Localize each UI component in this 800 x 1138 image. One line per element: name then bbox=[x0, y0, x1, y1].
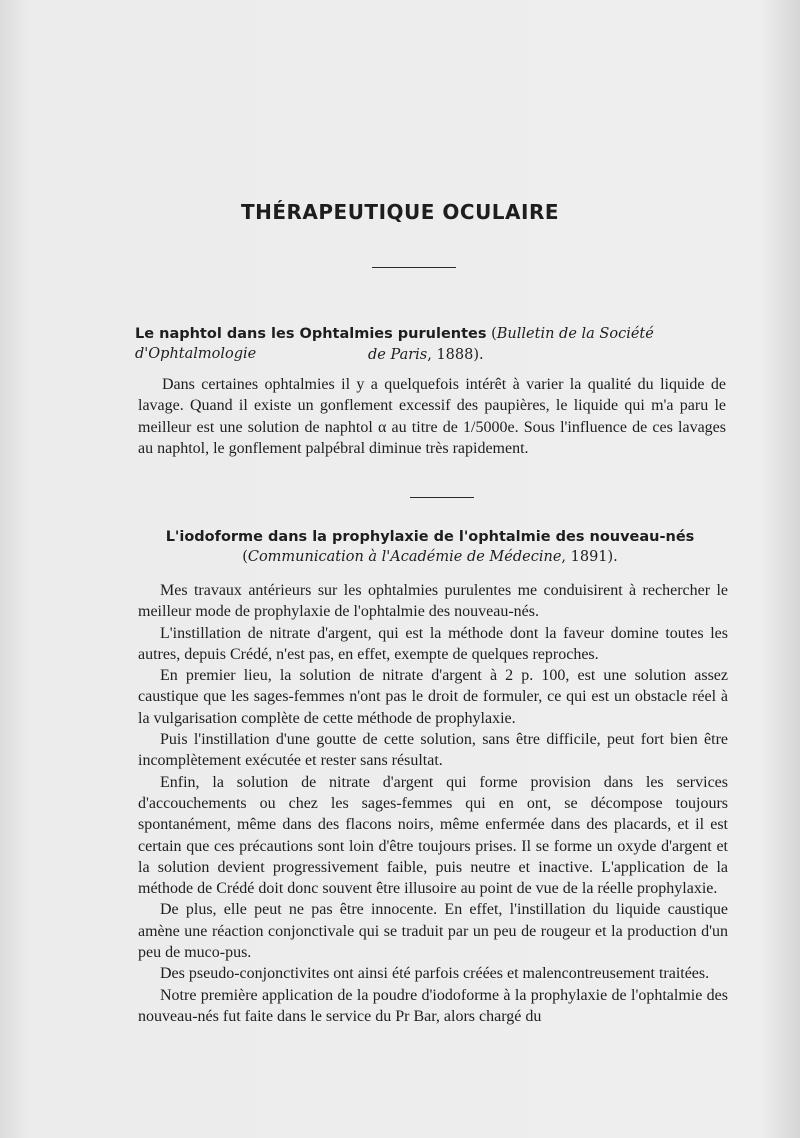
article2-heading bbox=[130, 527, 730, 547]
article2-citation-open: ( bbox=[242, 549, 248, 565]
article2-citation: Communication à l'Académie de Médecine bbox=[247, 549, 562, 565]
paragraph: De plus, elle peut ne pas être innocente. En effet, l'instillation du liquide caustique amène une réaction conjonctivale qui se traduit par un peu de rougeur et la production d'un peu de muco-pus. bbox=[138, 901, 728, 962]
article1-body bbox=[138, 374, 726, 459]
article1-journal-line2: de Paris bbox=[368, 347, 428, 363]
paragraph: Puis l'instillation d'une goutte de cette solution, sans être difficile, peut fort bien être incomplètement exécutée et rester sans résultat. bbox=[138, 731, 728, 770]
article2-citation-line bbox=[130, 547, 730, 567]
page-title: THÉRAPEUTIQUE OCULAIRE bbox=[240, 200, 560, 224]
article1-journal: Bulletin de la Société d'Ophtalmologie bbox=[135, 326, 654, 362]
paragraph: Mes travaux antérieurs sur les ophtalmies purulentes me conduisirent à rechercher le meilleur mode de prophylaxie de l'ophtalmie des nouveau-nés. bbox=[138, 582, 728, 621]
paragraph: Des pseudo-conjonctivites ont ainsi été parfois créées et malencontreusement traitées. bbox=[160, 965, 710, 983]
article2-title: L'iodoforme dans la prophylaxie de l'ophtalmie des nouveau-nés bbox=[165, 529, 695, 545]
paragraph: L'instillation de nitrate d'argent, qui est la méthode dont la faveur domine toutes les autres, depuis Crédé, n'est pas, en effet, exempte de quelques reproches. bbox=[138, 624, 728, 663]
paragraph: Enfin, la solution de nitrate d'argent qui forme provision dans les services d'accouchements ou chez les sages-femmes qui en ont, se décompose toujours spontanément, même dans des flacons noirs, même enfermée dans des placards, et il est certain que ces précautions sont loin d'être toujours prises. Il se forme un oxyde d'argent et la solution devient progressivement faible, puis neutre et inactive. L'application de la méthode de Crédé doit donc souvent être illusoire au point de vue de la réelle prophylaxie. bbox=[138, 773, 728, 898]
article2-year: , 1891). bbox=[561, 549, 618, 565]
paragraph: Notre première application de la poudre d'iodoforme à la prophylaxie de l'ophtalmie des nouveau-nés fut faite dans le service du Pr Bar, alors chargé du bbox=[138, 986, 728, 1025]
article2-body bbox=[138, 580, 728, 1027]
section-rule bbox=[410, 497, 474, 498]
article1-citation-open: ( bbox=[486, 326, 497, 342]
title-rule bbox=[372, 267, 456, 268]
article1-year: , 1888). bbox=[427, 347, 484, 363]
paragraph: Dans certaines ophtalmies il y a quelquefois intérêt à varier la qualité du liquide de lavage. Quand il existe un gonflement excessif des paupières, le liquide qui m'a paru le meilleur est une solution de naphtol α au titre de 1/5000e. Sous l'influence de ces lavages au naphtol, le gonflement palpébral diminue très rapidement. bbox=[138, 376, 726, 457]
article1-heading-line2 bbox=[368, 345, 484, 365]
paragraph: En premier lieu, la solution de nitrate d'argent à 2 p. 100, est une solution assez caustique que les sages-femmes n'ont pas le droit de formuler, ce qui est un obstacle réel à la vulgarisation complète de cette méthode de prophylaxie. bbox=[138, 667, 728, 727]
article1-title: Le naphtol dans les Ophtalmies purulentes bbox=[135, 326, 487, 342]
